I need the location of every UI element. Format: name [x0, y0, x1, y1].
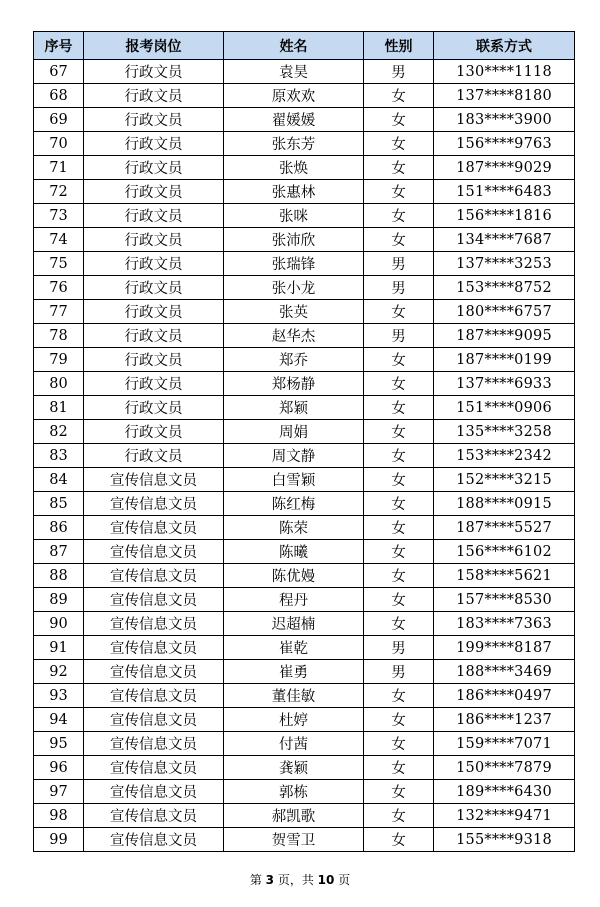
- cell-name: 贺雪卫: [224, 828, 364, 852]
- cell-position: 宣传信息文员: [84, 804, 224, 828]
- cell-position: 行政文员: [84, 228, 224, 252]
- cell-name: 董佳敏: [224, 684, 364, 708]
- cell-name: 陈曦: [224, 540, 364, 564]
- cell-contact: 134****7687: [434, 228, 575, 252]
- cell-name: 陈荣: [224, 516, 364, 540]
- cell-gender: 女: [364, 780, 434, 804]
- table-row: [34, 588, 575, 612]
- cell-seq: 76: [34, 276, 84, 300]
- cell-name: 付茜: [224, 732, 364, 756]
- cell-position: 宣传信息文员: [84, 756, 224, 780]
- cell-seq: 71: [34, 156, 84, 180]
- cell-name: 陈优嫚: [224, 564, 364, 588]
- cell-position: 宣传信息文员: [84, 780, 224, 804]
- cell-gender: 女: [364, 228, 434, 252]
- cell-contact: 152****3215: [434, 468, 575, 492]
- cell-position: 宣传信息文员: [84, 660, 224, 684]
- cell-position: 宣传信息文员: [84, 708, 224, 732]
- cell-gender: 女: [364, 828, 434, 852]
- table-row: [34, 516, 575, 540]
- cell-contact: 188****0915: [434, 492, 575, 516]
- cell-name: 周文静: [224, 444, 364, 468]
- cell-name: 张沛欣: [224, 228, 364, 252]
- cell-seq: 79: [34, 348, 84, 372]
- cell-position: 宣传信息文员: [84, 468, 224, 492]
- cell-seq: 93: [34, 684, 84, 708]
- cell-position: 行政文员: [84, 372, 224, 396]
- cell-gender: 女: [364, 708, 434, 732]
- header-position: 报考岗位: [84, 32, 224, 60]
- cell-contact: 187****9029: [434, 156, 575, 180]
- table-body: [34, 60, 575, 852]
- table-row: [34, 108, 575, 132]
- cell-seq: 85: [34, 492, 84, 516]
- cell-position: 宣传信息文员: [84, 564, 224, 588]
- cell-seq: 70: [34, 132, 84, 156]
- cell-seq: 90: [34, 612, 84, 636]
- table-row: [34, 132, 575, 156]
- cell-seq: 74: [34, 228, 84, 252]
- cell-seq: 84: [34, 468, 84, 492]
- cell-contact: 137****8180: [434, 84, 575, 108]
- cell-seq: 96: [34, 756, 84, 780]
- header-name: 姓名: [224, 32, 364, 60]
- cell-name: 白雪颖: [224, 468, 364, 492]
- cell-position: 行政文员: [84, 156, 224, 180]
- footer-page-number: 3: [265, 873, 274, 887]
- table-row: [34, 396, 575, 420]
- cell-contact: 157****8530: [434, 588, 575, 612]
- cell-contact: 199****8187: [434, 636, 575, 660]
- cell-contact: 187****5527: [434, 516, 575, 540]
- cell-name: 郝凯歌: [224, 804, 364, 828]
- cell-seq: 86: [34, 516, 84, 540]
- cell-contact: 188****3469: [434, 660, 575, 684]
- cell-gender: 女: [364, 492, 434, 516]
- cell-position: 行政文员: [84, 276, 224, 300]
- table-row: [34, 420, 575, 444]
- cell-gender: 女: [364, 732, 434, 756]
- header-contact: 联系方式: [434, 32, 575, 60]
- table-row: [34, 468, 575, 492]
- cell-position: 行政文员: [84, 444, 224, 468]
- cell-position: 行政文员: [84, 420, 224, 444]
- cell-seq: 69: [34, 108, 84, 132]
- cell-gender: 女: [364, 300, 434, 324]
- cell-name: 原欢欢: [224, 84, 364, 108]
- cell-contact: 156****9763: [434, 132, 575, 156]
- cell-gender: 女: [364, 108, 434, 132]
- cell-gender: 男: [364, 60, 434, 84]
- cell-seq: 67: [34, 60, 84, 84]
- cell-name: 崔勇: [224, 660, 364, 684]
- page-footer: [0, 871, 600, 888]
- cell-gender: 女: [364, 804, 434, 828]
- cell-gender: 女: [364, 132, 434, 156]
- cell-name: 张瑞锋: [224, 252, 364, 276]
- cell-seq: 82: [34, 420, 84, 444]
- cell-gender: 女: [364, 684, 434, 708]
- cell-contact: 187****9095: [434, 324, 575, 348]
- table-row: [34, 780, 575, 804]
- cell-name: 郑乔: [224, 348, 364, 372]
- cell-name: 张惠林: [224, 180, 364, 204]
- cell-gender: 女: [364, 156, 434, 180]
- table-row: [34, 492, 575, 516]
- footer-suffix: 页: [334, 873, 351, 887]
- cell-contact: 186****0497: [434, 684, 575, 708]
- cell-seq: 73: [34, 204, 84, 228]
- table-row: [34, 60, 575, 84]
- cell-position: 行政文员: [84, 132, 224, 156]
- table-row: [34, 204, 575, 228]
- cell-seq: 94: [34, 708, 84, 732]
- cell-name: 张英: [224, 300, 364, 324]
- cell-contact: 153****2342: [434, 444, 575, 468]
- table-header-row: [34, 32, 575, 60]
- cell-contact: 151****6483: [434, 180, 575, 204]
- cell-contact: 135****3258: [434, 420, 575, 444]
- cell-contact: 158****5621: [434, 564, 575, 588]
- cell-position: 行政文员: [84, 324, 224, 348]
- cell-contact: 132****9471: [434, 804, 575, 828]
- cell-seq: 89: [34, 588, 84, 612]
- cell-name: 张焕: [224, 156, 364, 180]
- cell-gender: 女: [364, 588, 434, 612]
- cell-gender: 女: [364, 756, 434, 780]
- cell-name: 张东芳: [224, 132, 364, 156]
- footer-middle: 页，共: [274, 873, 318, 887]
- cell-name: 迟超楠: [224, 612, 364, 636]
- cell-seq: 78: [34, 324, 84, 348]
- cell-contact: 186****1237: [434, 708, 575, 732]
- cell-seq: 80: [34, 372, 84, 396]
- cell-name: 陈红梅: [224, 492, 364, 516]
- table-row: [34, 540, 575, 564]
- table-row: [34, 228, 575, 252]
- table-row: [34, 756, 575, 780]
- table-row: [34, 564, 575, 588]
- table-row: [34, 612, 575, 636]
- cell-gender: 女: [364, 612, 434, 636]
- table-row: [34, 444, 575, 468]
- table-row: [34, 372, 575, 396]
- cell-seq: 98: [34, 804, 84, 828]
- cell-position: 宣传信息文员: [84, 588, 224, 612]
- header-gender: 性别: [364, 32, 434, 60]
- cell-position: 宣传信息文员: [84, 732, 224, 756]
- cell-name: 张咪: [224, 204, 364, 228]
- cell-position: 行政文员: [84, 180, 224, 204]
- cell-contact: 151****0906: [434, 396, 575, 420]
- cell-position: 行政文员: [84, 60, 224, 84]
- cell-name: 郭栋: [224, 780, 364, 804]
- table-row: [34, 708, 575, 732]
- cell-name: 杜婷: [224, 708, 364, 732]
- cell-contact: 180****6757: [434, 300, 575, 324]
- cell-gender: 男: [364, 276, 434, 300]
- cell-seq: 87: [34, 540, 84, 564]
- applicant-table: [33, 31, 575, 852]
- table-row: [34, 684, 575, 708]
- cell-seq: 99: [34, 828, 84, 852]
- cell-contact: 153****8752: [434, 276, 575, 300]
- cell-contact: 150****7879: [434, 756, 575, 780]
- cell-gender: 女: [364, 348, 434, 372]
- table-row: [34, 828, 575, 852]
- cell-seq: 77: [34, 300, 84, 324]
- cell-contact: 159****7071: [434, 732, 575, 756]
- cell-name: 龚颖: [224, 756, 364, 780]
- cell-position: 宣传信息文员: [84, 684, 224, 708]
- footer-prefix: 第: [249, 873, 266, 887]
- table-row: [34, 300, 575, 324]
- cell-name: 郑颖: [224, 396, 364, 420]
- cell-contact: 156****6102: [434, 540, 575, 564]
- cell-contact: 137****6933: [434, 372, 575, 396]
- table-row: [34, 348, 575, 372]
- cell-position: 行政文员: [84, 348, 224, 372]
- cell-name: 张小龙: [224, 276, 364, 300]
- cell-name: 程丹: [224, 588, 364, 612]
- cell-name: 周娟: [224, 420, 364, 444]
- cell-gender: 女: [364, 180, 434, 204]
- cell-position: 宣传信息文员: [84, 612, 224, 636]
- cell-contact: 130****1118: [434, 60, 575, 84]
- cell-seq: 97: [34, 780, 84, 804]
- cell-seq: 81: [34, 396, 84, 420]
- header-seq: 序号: [34, 32, 84, 60]
- table-row: [34, 660, 575, 684]
- cell-seq: 75: [34, 252, 84, 276]
- cell-gender: 女: [364, 84, 434, 108]
- cell-contact: 156****1816: [434, 204, 575, 228]
- cell-position: 行政文员: [84, 108, 224, 132]
- cell-contact: 137****3253: [434, 252, 575, 276]
- cell-gender: 女: [364, 468, 434, 492]
- cell-gender: 女: [364, 540, 434, 564]
- cell-contact: 183****3900: [434, 108, 575, 132]
- cell-seq: 92: [34, 660, 84, 684]
- table-row: [34, 636, 575, 660]
- cell-position: 行政文员: [84, 396, 224, 420]
- cell-position: 宣传信息文员: [84, 828, 224, 852]
- cell-seq: 95: [34, 732, 84, 756]
- cell-position: 行政文员: [84, 204, 224, 228]
- cell-name: 崔乾: [224, 636, 364, 660]
- cell-gender: 女: [364, 372, 434, 396]
- cell-position: 行政文员: [84, 84, 224, 108]
- cell-position: 宣传信息文员: [84, 636, 224, 660]
- cell-gender: 男: [364, 636, 434, 660]
- cell-contact: 183****7363: [434, 612, 575, 636]
- cell-gender: 女: [364, 204, 434, 228]
- cell-seq: 83: [34, 444, 84, 468]
- cell-gender: 女: [364, 564, 434, 588]
- table-row: [34, 276, 575, 300]
- cell-contact: 155****9318: [434, 828, 575, 852]
- cell-position: 宣传信息文员: [84, 492, 224, 516]
- table-row: [34, 252, 575, 276]
- cell-position: 宣传信息文员: [84, 540, 224, 564]
- cell-position: 宣传信息文员: [84, 516, 224, 540]
- cell-gender: 女: [364, 444, 434, 468]
- cell-contact: 189****6430: [434, 780, 575, 804]
- cell-seq: 91: [34, 636, 84, 660]
- cell-contact: 187****0199: [434, 348, 575, 372]
- table-row: [34, 84, 575, 108]
- table-row: [34, 324, 575, 348]
- cell-position: 行政文员: [84, 252, 224, 276]
- cell-gender: 女: [364, 516, 434, 540]
- cell-name: 赵华杰: [224, 324, 364, 348]
- cell-name: 翟媛媛: [224, 108, 364, 132]
- cell-gender: 男: [364, 660, 434, 684]
- table-row: [34, 156, 575, 180]
- cell-gender: 男: [364, 252, 434, 276]
- cell-gender: 女: [364, 420, 434, 444]
- cell-gender: 女: [364, 396, 434, 420]
- table-row: [34, 804, 575, 828]
- cell-seq: 68: [34, 84, 84, 108]
- cell-position: 行政文员: [84, 300, 224, 324]
- table-row: [34, 180, 575, 204]
- cell-name: 郑杨静: [224, 372, 364, 396]
- cell-seq: 72: [34, 180, 84, 204]
- cell-name: 袁昊: [224, 60, 364, 84]
- footer-total-pages: 10: [317, 873, 335, 887]
- table-row: [34, 732, 575, 756]
- cell-seq: 88: [34, 564, 84, 588]
- cell-gender: 男: [364, 324, 434, 348]
